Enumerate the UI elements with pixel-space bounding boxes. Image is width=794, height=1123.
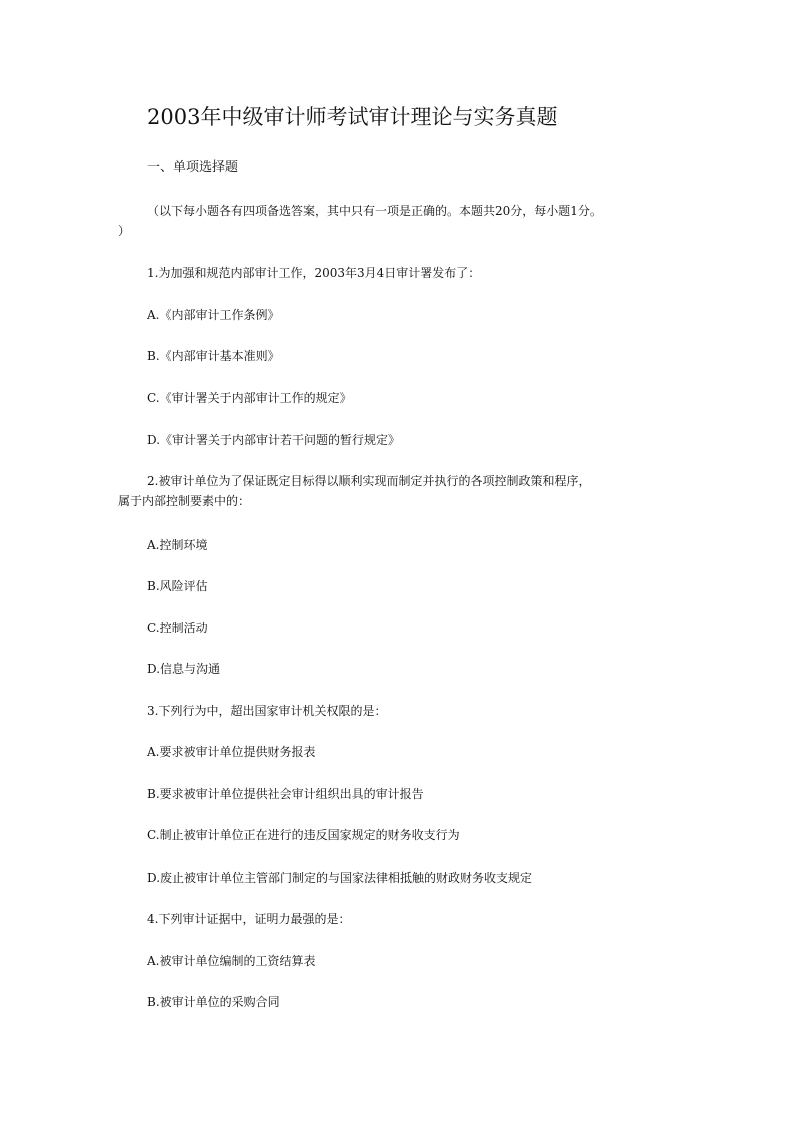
question-1-option-c: C.《审计署关于内部审计工作的规定》 bbox=[147, 391, 352, 405]
question-1-option-b: B.《内部审计基本准则》 bbox=[147, 349, 280, 363]
question-2-line-2: 属于内部控制要素中的： bbox=[118, 494, 251, 508]
question-4-option-b: B.被审计单位的采购合同 bbox=[147, 995, 280, 1009]
question-2-option-b: B.风险评估 bbox=[147, 579, 208, 593]
question-2-line-1: 2.被审计单位为了保证既定目标得以顺利实现而制定并执行的各项控制政策和程序， bbox=[147, 474, 591, 488]
question-2-option-d: D.信息与沟通 bbox=[147, 662, 221, 676]
instructions-line-2: ） bbox=[118, 224, 131, 238]
question-3-option-d: D.废止被审计单位主管部门制定的与国家法律相抵触的财政财务收支规定 bbox=[147, 871, 533, 885]
question-1: 1.为加强和规范内部审计工作，2003年3月4日审计署发布了： bbox=[147, 266, 481, 280]
question-1-option-a: A.《内部审计工作条例》 bbox=[147, 308, 280, 322]
question-3-option-a: A.要求被审计单位提供财务报表 bbox=[147, 745, 316, 759]
question-4-option-a: A.被审计单位编制的工资结算表 bbox=[147, 954, 316, 968]
question-3-option-c: C.制止被审计单位正在进行的违反国家规定的财务收支行为 bbox=[147, 828, 460, 842]
question-3: 3.下列行为中，超出国家审计机关权限的是： bbox=[147, 704, 387, 718]
question-4: 4.下列审计证据中，证明力最强的是： bbox=[147, 912, 351, 926]
page-title: 2003年中级审计师考试审计理论与实务真题 bbox=[147, 105, 558, 129]
section-heading: 一、单项选择题 bbox=[147, 160, 239, 175]
question-2-option-a: A.控制环境 bbox=[147, 538, 208, 552]
question-1-option-d: D.《审计署关于内部审计若干问题的暂行规定》 bbox=[147, 433, 401, 447]
question-3-option-b: B.要求被审计单位提供社会审计组织出具的审计报告 bbox=[147, 787, 424, 801]
instructions-line-1: （以下每小题各有四项备选答案，其中只有一项是正确的。本题共20分，每小题1分。 bbox=[147, 204, 602, 218]
question-2-option-c: C.控制活动 bbox=[147, 621, 208, 635]
